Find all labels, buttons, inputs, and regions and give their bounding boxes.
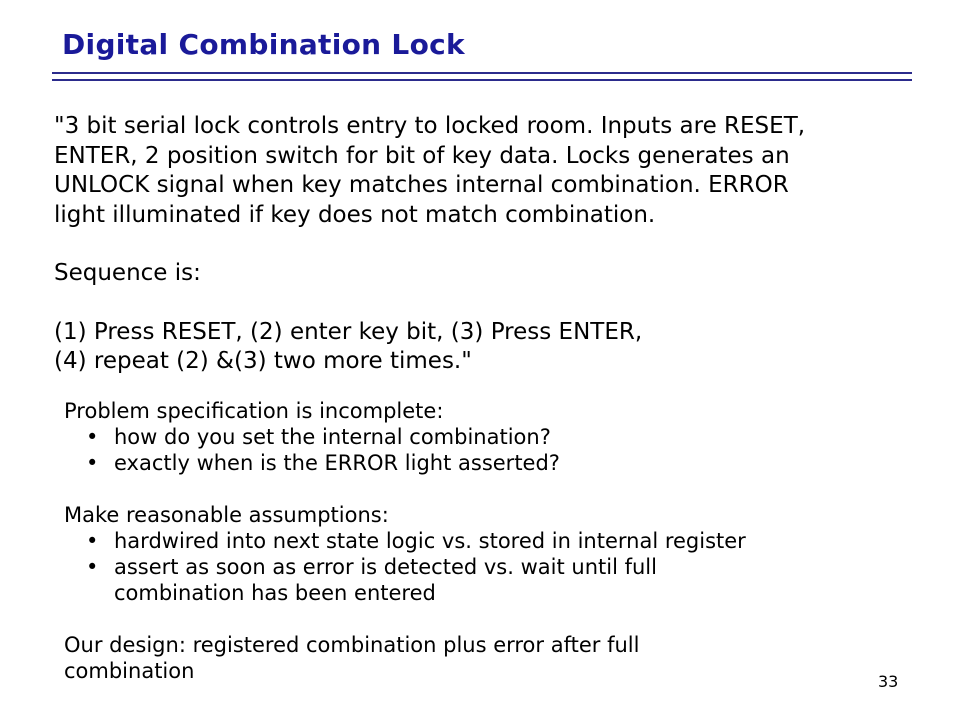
bullet-icon: • [86,425,99,449]
bullet-text: exactly when is the ERROR light asserted? [114,451,560,475]
title-divider [52,72,912,81]
page-number: 33 [878,672,899,691]
notes-section [64,398,924,684]
spacer [54,230,934,259]
bullet-continuation: combination has been entered [114,581,436,605]
list-item [64,424,924,450]
bullet-icon: • [86,451,99,475]
bullet-text: how do you set the internal combination? [114,425,551,449]
list-item [64,528,924,554]
quote-line: (4) repeat (2) &(3) two more times." [54,348,472,374]
quote-line: (1) Press RESET, (2) enter key bit, (3) Press ENTER, [54,318,643,345]
assume-heading: Make reasonable assumptions: [64,503,389,527]
quote-line: ENTER, 2 position switch for bit of key data. Locks generates an [54,142,790,169]
design-line: Our design: registered combination plus error after full [64,633,640,657]
problem-statement-quote [54,112,934,377]
quote-line: Sequence is: [54,260,201,286]
quote-line: "3 bit serial lock controls entry to locked room. Inputs are RESET, [54,113,806,139]
bullet-icon: • [86,529,99,553]
quote-line: UNLOCK signal when key matches internal combination. ERROR [54,172,789,198]
spacer [64,476,924,502]
quote-line: light illuminated if key does not match combination. [54,201,656,228]
spacer [64,606,924,632]
list-item [64,450,924,476]
spacer [54,289,934,318]
list-item [64,554,924,580]
design-line: combination [64,659,195,683]
slide-title: Digital Combination Lock [62,28,465,61]
bullet-text: assert as soon as error is detected vs. wait until full [114,555,657,579]
bullet-icon: • [86,555,99,579]
bullet-text: hardwired into next state logic vs. stored in internal register [114,529,746,553]
spec-heading: Problem specification is incomplete: [64,399,444,423]
